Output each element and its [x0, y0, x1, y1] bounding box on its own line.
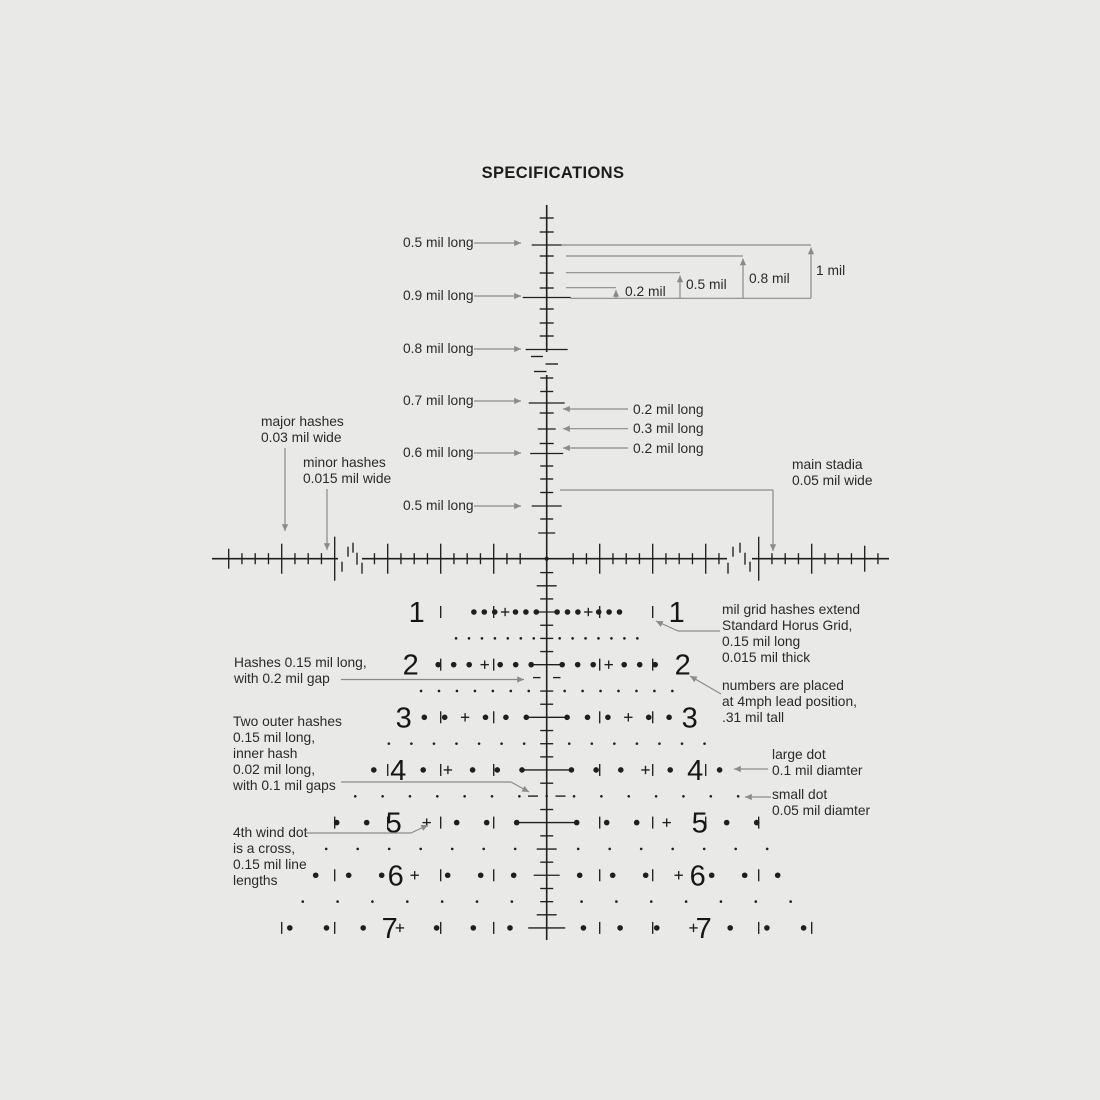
row-number-right-3: 3	[681, 702, 698, 735]
row-number-left-6: 6	[387, 860, 404, 893]
annotation-numbers-placed: numbers are placed at 4mph lead position, .31 mil tall	[722, 678, 857, 725]
label-bracket-0-8-mil: 0.8 mil	[749, 271, 790, 286]
label-hash-0-2-right-bottom: 0.2 mil long	[633, 441, 704, 456]
row-number-left-4: 4	[390, 754, 407, 787]
annotation-arrows	[282, 240, 776, 833]
annotation-two-outer-hashes: Two outer hashes 0.15 mil long, inner hash 0.02 mil long, with 0.1 mil gaps	[233, 714, 342, 793]
page-title: SPECIFICATIONS	[481, 164, 625, 182]
annotation-large-dot: large dot 0.1 mil diamter	[772, 747, 863, 778]
annotation-hash-gap: Hashes 0.15 mil long, with 0.2 mil gap	[234, 655, 367, 686]
label-hash-0-8: 0.8 mil long	[403, 341, 474, 356]
row-number-left-3: 3	[395, 702, 412, 735]
annotation-wind-dot: 4th wind dot is a cross, 0.15 mil line lengths	[233, 825, 308, 888]
row-number-right-4: 4	[687, 754, 704, 787]
row-number-left-5: 5	[385, 807, 402, 840]
label-bracket-0-2-mil: 0.2 mil	[625, 284, 666, 299]
row-number-right-6: 6	[689, 860, 706, 893]
label-hash-0-5-bottom: 0.5 mil long	[403, 498, 474, 513]
annotation-mil-grid: mil grid hashes extend Standard Horus Grid, 0.15 mil long 0.015 mil thick	[722, 602, 861, 665]
annotation-main-stadia: main stadia 0.05 mil wide	[792, 457, 873, 488]
row-number-right-5: 5	[691, 807, 708, 840]
row-number-right-1: 1	[668, 597, 685, 629]
label-hash-0-6: 0.6 mil long	[403, 445, 474, 460]
row-number-left-1: 1	[408, 597, 425, 629]
label-hash-0-7: 0.7 mil long	[403, 393, 474, 408]
row-number-right-7: 7	[695, 912, 712, 945]
row-number-right-2: 2	[674, 649, 691, 682]
label-hash-0-9: 0.9 mil long	[403, 288, 474, 303]
label-hash-0-5-top: 0.5 mil long	[403, 235, 474, 250]
label-bracket-0-5-mil: 0.5 mil	[686, 277, 727, 292]
annotation-small-dot: small dot 0.05 mil diamter	[772, 787, 871, 818]
label-bracket-1-mil: 1 mil	[816, 263, 846, 278]
horizontal-stadia	[212, 537, 889, 581]
row-number-left-2: 2	[402, 649, 419, 682]
annotation-minor-hashes: minor hashes 0.015 mil wide	[303, 455, 392, 486]
row-number-left-7: 7	[381, 912, 398, 945]
annotation-major-hashes: major hashes 0.03 mil wide	[261, 414, 344, 445]
label-hash-0-2-right-top: 0.2 mil long	[633, 402, 704, 417]
label-hash-0-3-right: 0.3 mil long	[633, 421, 704, 436]
